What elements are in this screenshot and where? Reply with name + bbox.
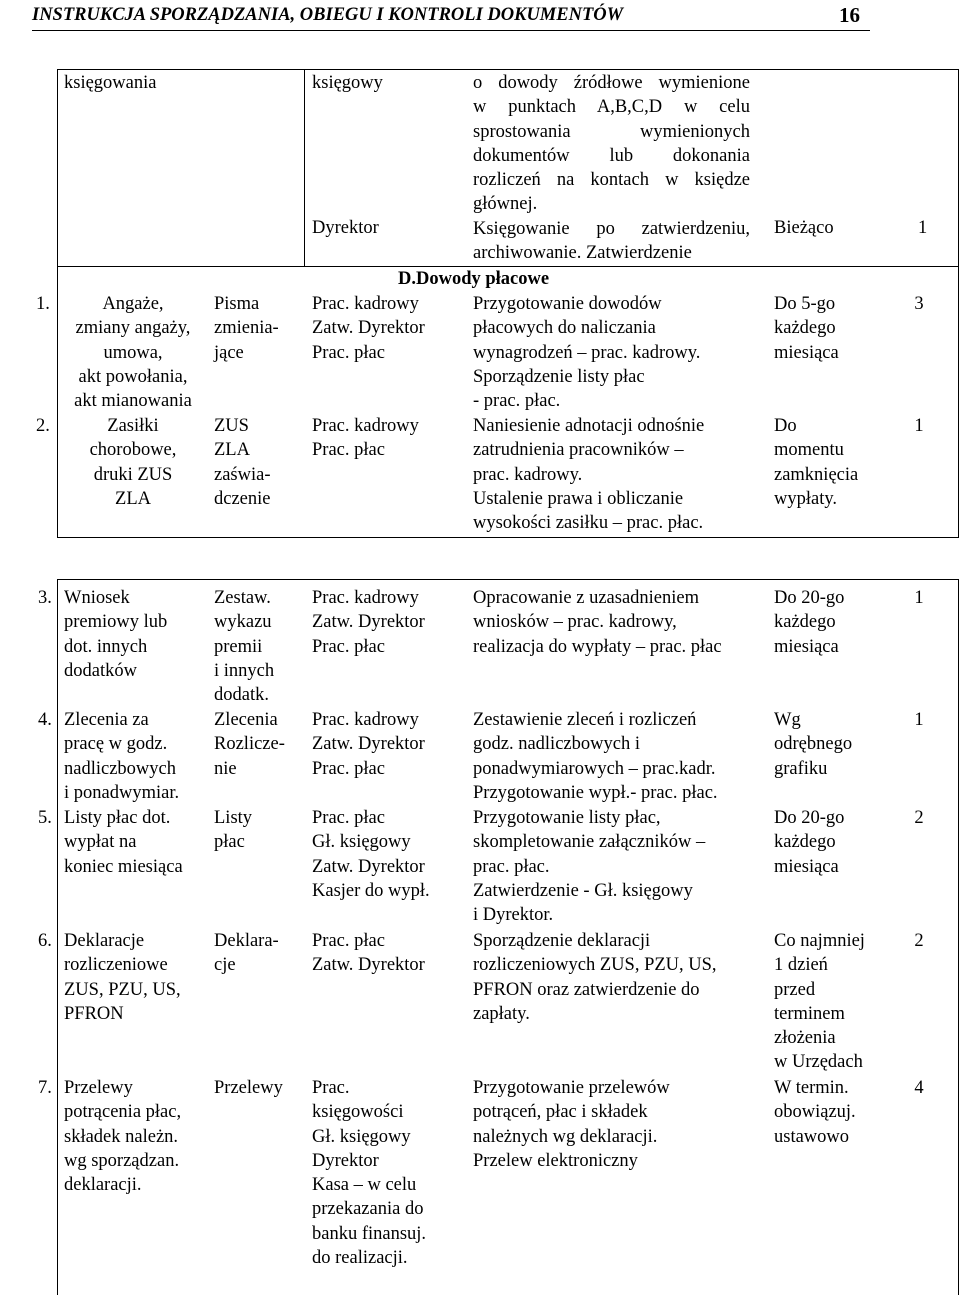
row-number: 2. [36, 416, 50, 436]
text-line: wypłat na [64, 832, 137, 853]
text-line: Prac. płac [312, 808, 385, 828]
text-line: druki ZUS [93, 464, 173, 485]
text-line: realizacja do wypłaty – prac. płac [473, 636, 722, 657]
row-description [473, 806, 743, 927]
text-line: prac. płac. [473, 856, 550, 877]
text-line: koniec miesiąca [64, 856, 183, 877]
text-line: Prac. [312, 1078, 350, 1098]
text-line: Prac. płac [312, 931, 385, 951]
section-title: D.Dowody płacowe [398, 269, 550, 289]
text-line: Księgowanie po zatwierdzeniu, [473, 218, 750, 239]
row-copies [904, 292, 934, 316]
row-description [473, 292, 743, 413]
text-line: dot. innych [64, 636, 148, 657]
text-line: Przelew elektroniczny [473, 1150, 638, 1171]
text-line: Deklara- [214, 931, 279, 951]
text-line: zaświa- [214, 464, 271, 485]
row-copies [904, 806, 934, 830]
text-line: zmiany angaży, [75, 318, 191, 339]
text-line: akt powołania, [78, 366, 188, 387]
text-line: Do [774, 416, 797, 436]
row-responsible [312, 929, 462, 978]
text-line: 2 [914, 808, 924, 828]
text-line: Prac. płac [312, 758, 385, 779]
text-line: miesiąca [774, 856, 839, 877]
text-line: 1 [914, 416, 924, 436]
row-copies [904, 586, 934, 610]
text-line: Prac. kadrowy [312, 710, 419, 730]
text-line: sprostowania wymienionych [473, 121, 750, 142]
text-line: Naniesienie adnotacji odnośnie [473, 416, 705, 436]
text-line: potrąceń, płac i składek [473, 1102, 648, 1123]
text-line: nie [214, 758, 237, 779]
text-line: - prac. płac. [473, 391, 561, 412]
text-line: składek należn. [64, 1126, 179, 1147]
text-line: momentu [774, 440, 844, 461]
text-line: zapłaty. [473, 1003, 530, 1024]
text-line: Zatw. Dyrektor [312, 612, 425, 633]
text-line: Zatwierdzenie - Gł. księgowy [473, 880, 693, 901]
text-line: PFRON [64, 1003, 124, 1024]
row-term [774, 292, 884, 365]
text-line: Rozlicze- [214, 734, 285, 755]
text-line: chorobowe, [89, 440, 177, 461]
text-line: zmienia- [214, 318, 279, 339]
text-line: wniosków – prac. kadrowy, [473, 612, 677, 633]
text-line: umowa, [103, 342, 163, 363]
row-number: 7. [38, 1078, 52, 1098]
row-document-type [214, 1076, 294, 1100]
text-line: Prac. płac [312, 636, 385, 657]
text-line: Pisma [214, 294, 260, 314]
text-line: i innych [214, 660, 275, 681]
text-line: głównej. [473, 194, 538, 215]
text-line: premii [214, 636, 263, 657]
row-copies [904, 414, 934, 438]
text-line: ZUS, PZU, US, [64, 979, 181, 1000]
text-line: Dyrektor [312, 1150, 379, 1171]
row-description [473, 586, 743, 659]
text-line: pracę w godz. [64, 734, 168, 755]
text-line: w punktach A,B,C,D w celu [473, 97, 750, 118]
text-line: ponadwymiarowych – prac.kadr. [473, 758, 716, 779]
text-line: o dowody źródłowe wymienione [473, 73, 750, 93]
text-line: przekazania do [312, 1199, 424, 1220]
text-line: Prac. kadrowy [312, 416, 419, 436]
row-document-type [214, 586, 294, 707]
text-line: jące [214, 342, 244, 363]
text-line: skompletowanie załączników – [473, 832, 706, 853]
row-description [473, 708, 743, 805]
row-description [473, 1076, 743, 1173]
text-line: Zatw. Dyrektor [312, 318, 425, 339]
row-document-type [214, 806, 294, 855]
text-line: Ustalenie prawa i obliczanie [473, 488, 684, 509]
text-line: Przygotowanie listy płac, [473, 808, 661, 828]
text-line: Angaże, [102, 294, 164, 314]
text-line: W termin. [774, 1078, 849, 1098]
text-line: ZUS [214, 416, 249, 436]
text-line: Przygotowanie wypł.- prac. płac. [473, 782, 718, 803]
row-document-type [214, 708, 294, 781]
page-number: 16 [839, 3, 860, 27]
row-responsible [312, 1076, 462, 1270]
text-line: przed [774, 979, 816, 1000]
text-line: każdego [774, 832, 836, 853]
text-line: Sporządzenie deklaracji [473, 931, 651, 951]
text-line: Przelewy [214, 1078, 283, 1098]
row-document-name [64, 929, 202, 1026]
text-line: rozliczeniowych ZUS, PZU, US, [473, 955, 717, 976]
text-line: Prac. płac [312, 342, 385, 363]
text-line: płac [214, 832, 245, 853]
text-line: Zasiłki [107, 416, 159, 436]
text-line: wynagrodzeń – prac. kadrowy. [473, 342, 701, 363]
text-line: 1 [914, 588, 924, 608]
text-line: cje [214, 955, 236, 976]
text-line: płacowych do naliczania [473, 318, 656, 339]
top-cell-who: księgowy [312, 73, 383, 93]
text-line: rozliczeń na kontach w księdze [473, 170, 750, 191]
text-line: miesiąca [774, 636, 839, 657]
text-line: dodatków [64, 660, 137, 681]
text-line: Zestaw. [214, 588, 271, 608]
text-line: wysokości zasiłku – prac. płac. [473, 513, 704, 534]
text-line: Do 20-go [774, 588, 845, 608]
row-responsible [312, 586, 462, 659]
text-line: Gł. księgowy [312, 832, 411, 853]
text-line: wypłaty. [774, 488, 838, 509]
row-term [774, 414, 884, 511]
text-line: Zlecenia [214, 710, 278, 730]
row-copies [904, 1076, 934, 1100]
text-line: ZLA [115, 488, 151, 509]
text-line: Gł. księgowy [312, 1126, 411, 1147]
row-document-name [64, 1076, 202, 1197]
text-line: dokumentów lub dokonania [473, 145, 750, 166]
row-document-name [64, 292, 202, 413]
text-line: dodatk. [214, 685, 269, 706]
text-line: Sporządzenie listy płac [473, 366, 645, 387]
text-line: Przelewy [64, 1078, 133, 1098]
row-responsible [312, 414, 462, 463]
text-line: Zestawienie zleceń i rozliczeń [473, 710, 697, 730]
text-line: Zlecenia za [64, 710, 149, 730]
text-line: Prac. kadrowy [312, 588, 419, 608]
text-line: Listy płac dot. [64, 808, 171, 828]
row-responsible [312, 292, 462, 365]
text-line: 1 [914, 710, 924, 730]
row-responsible [312, 708, 462, 781]
text-line: wykazu [214, 612, 272, 633]
text-line: 3 [914, 294, 924, 314]
text-line: Co najmniej [774, 931, 865, 951]
text-line: Prac. płac [312, 440, 385, 461]
text-line: Przygotowanie przelewów [473, 1078, 670, 1098]
text-line: ZLA [214, 440, 250, 461]
row-number: 4. [38, 710, 52, 730]
row-description [473, 414, 743, 535]
row-copies [904, 708, 934, 732]
text-line: akt mianowania [74, 391, 192, 412]
row-copies [904, 929, 934, 953]
text-line: należnych wg deklaracji. [473, 1126, 658, 1147]
text-line: 4 [914, 1078, 924, 1098]
text-line: w Urzędach [774, 1052, 863, 1073]
text-line: każdego [774, 612, 836, 633]
text-line: archiwowanie. Zatwierdzenie [473, 243, 692, 264]
document-title: INSTRUKCJA SPORZĄDZANIA, OBIEGU I KONTROLI DOKUMENTÓW [32, 5, 624, 25]
text-line: do realizacji. [312, 1248, 408, 1269]
text-line: zamknięcia [774, 464, 859, 485]
text-line: premiowy lub [64, 612, 168, 633]
text-line: 1 dzień [774, 955, 828, 976]
row-description [473, 929, 743, 1026]
text-line: i ponadwymiar. [64, 782, 180, 803]
text-line: nadliczbowych [64, 758, 176, 779]
text-line: Kasa – w celu [312, 1175, 417, 1196]
text-line: i Dyrektor. [473, 905, 554, 926]
text-line: obowiązuj. [774, 1102, 856, 1123]
top-cell-document: księgowania [64, 73, 157, 93]
row-number: 3. [38, 588, 52, 608]
text-line: 2 [914, 931, 924, 951]
row-document-name [64, 708, 202, 805]
text-line: Zatw. Dyrektor [312, 734, 425, 755]
row-term [774, 1076, 884, 1149]
text-line: Przygotowanie dowodów [473, 294, 662, 314]
row-term [774, 806, 884, 879]
text-line: PFRON oraz zatwierdzenie do [473, 979, 700, 1000]
row-document-type [214, 292, 294, 365]
text-line: Zatw. Dyrektor [312, 856, 425, 877]
text-line: potrącenia płac, [64, 1102, 182, 1123]
text-line: Kasjer do wypł. [312, 880, 430, 901]
text-line: deklaracji. [64, 1175, 142, 1196]
row-term [774, 929, 884, 1075]
row-document-name [64, 806, 202, 879]
row-number: 1. [36, 294, 50, 314]
text-line: Listy [214, 808, 253, 828]
text-line: Wg [774, 710, 801, 730]
text-line: Wniosek [64, 588, 130, 608]
top-cell-term: Bieżąco [774, 218, 834, 238]
text-line: Deklaracje [64, 931, 145, 951]
text-line: wg sporządzan. [64, 1150, 180, 1171]
text-line: Do 20-go [774, 808, 845, 828]
text-line: odrębnego [774, 734, 853, 755]
row-document-name [64, 586, 202, 683]
text-line: księgowości [312, 1102, 404, 1123]
row-responsible [312, 806, 462, 903]
row-document-type [214, 414, 294, 511]
row-number: 6. [38, 931, 52, 951]
text-line: godz. nadliczbowych i [473, 734, 640, 755]
row-number: 5. [38, 808, 52, 828]
top-cell-copies: 1 [918, 218, 928, 238]
text-line: każdego [774, 318, 836, 339]
row-term [774, 708, 884, 781]
row-document-type [214, 929, 294, 978]
text-line: Zatw. Dyrektor [312, 955, 425, 976]
text-line: banku finansuj. [312, 1223, 427, 1244]
text-line: prac. kadrowy. [473, 464, 583, 485]
text-line: terminem [774, 1003, 845, 1024]
text-line: miesiąca [774, 342, 839, 363]
text-line: ustawowo [774, 1126, 850, 1147]
text-line: grafiku [774, 758, 828, 779]
text-line: złożenia [774, 1028, 836, 1049]
text-line: Prac. kadrowy [312, 294, 419, 314]
text-line: Do 5-go [774, 294, 836, 314]
text-line: dczenie [214, 488, 271, 509]
top-cell-description [473, 71, 750, 265]
text-line: rozliczeniowe [64, 955, 168, 976]
text-line: Opracowanie z uzasadnieniem [473, 588, 700, 608]
top-cell-who-2: Dyrektor [312, 218, 379, 238]
row-term [774, 586, 884, 659]
row-document-name [64, 414, 202, 511]
text-line: zatrudnienia pracowników – [473, 440, 684, 461]
